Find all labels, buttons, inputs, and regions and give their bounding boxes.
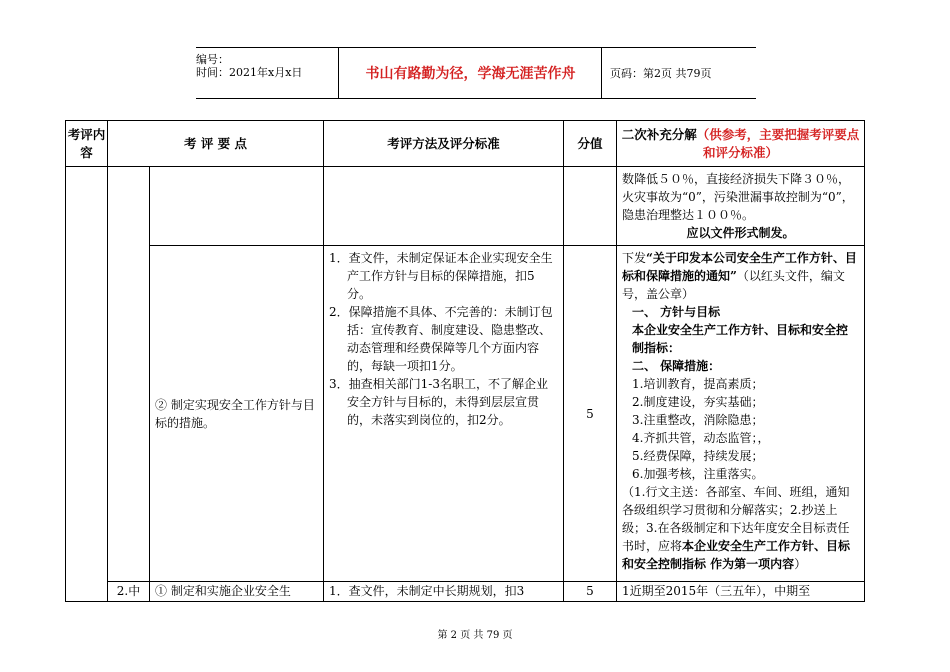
number-label: 编号： [196, 53, 229, 66]
cell-supplement-row3: 1近期至2015年（三五年），中期至 [617, 582, 865, 602]
supplement-header-note: （供参考，主要把握考评要点和评分标准） [696, 126, 860, 160]
cell-point-row3: ① 制定和实施企业安全生 [150, 582, 324, 602]
supplement-bold: 应以文件形式制发。 [686, 226, 795, 240]
motto: 书山有路勤为径，学海无涯苦作舟 [340, 48, 602, 98]
cell-score-row3: 5 [564, 582, 617, 602]
method-list [329, 249, 558, 429]
time-label: 时间：2021年x月x日 [196, 66, 303, 79]
cell-point-measures: ② 制定实现安全工作方针与目标的措施。 [150, 246, 324, 582]
col-header-content: 考评内容 [66, 121, 108, 167]
note-b: 本企业安全生产工作方针、目标和安全控制指标 作为第一项内容 [622, 539, 851, 571]
cell-supplement-row1 [617, 167, 865, 246]
page-label: 页码：第2页 共79页 [610, 67, 712, 80]
method-item: 1．查文件，未制定保证本企业实现安全生产工作方针与目标的保障措施，扣5分。 [329, 251, 553, 301]
table-row [66, 167, 865, 246]
note-a: （1.行文主送：各部室、车间、班组，通知各级组织学习贯彻和分解落实；2.抄送上级；3.在各级制定和下达年度安全目标责任书时，应将 [622, 485, 850, 553]
cell-score-measures: 5 [564, 246, 617, 582]
header-meta [196, 48, 339, 98]
measure-item: 2.制度建设，夯实基础； [632, 395, 764, 409]
cell-sub-empty [108, 167, 150, 582]
table-header-row [66, 121, 865, 167]
measure-item: 4.齐抓共管，动态监管；， [632, 431, 770, 445]
supp-heading-1-text: 本企业安全生产工作方针、目标和安全控制指标： [632, 323, 849, 355]
page-header [196, 47, 756, 99]
col-header-supplement [617, 121, 865, 167]
cell-point-empty [150, 167, 324, 246]
supplement-text: 数降低５０％，直接经济损失下降３０％，火灾事故为“0”，污染泄漏事故控制为“0”，隐患治理整达１００％。 [622, 172, 854, 222]
evaluation-table [65, 120, 865, 602]
measure-item: 3.注重整改，消除隐患； [632, 413, 764, 427]
supp-intro-c: （以红头文件，编文号，盖公章） [622, 269, 845, 301]
supp-intro-a: 下发 [622, 251, 647, 265]
col-header-score: 分值 [564, 121, 617, 167]
cell-score-empty [564, 167, 617, 246]
measure-item: 6.加强考核，注重落实。 [632, 467, 764, 481]
cell-method-row3: 1．查文件，未制定中长期规划，扣3 [324, 582, 564, 602]
method-item: 3．抽查相关部门1-3名职工，不了解企业安全方针与目标的，未得到层层宣贯的，未落实到岗位的，扣2分。 [329, 377, 548, 427]
col-header-method: 考评方法及评分标准 [324, 121, 564, 167]
supp-intro-b: “关于印发本公司安全生产工作方针、目标和保障措施的通知” [622, 251, 857, 283]
page-footer: 第 2 页 共 79 页 [437, 630, 513, 641]
measure-item: 5.经费保障，持续发展； [632, 449, 764, 463]
note-c: ） [794, 557, 807, 571]
cell-sub-label: 2.中 [108, 582, 150, 602]
table-row [66, 246, 865, 582]
supp-heading-2: 二、 保障措施： [632, 359, 721, 373]
cell-content-empty [66, 167, 108, 602]
measure-item: 1.培训教育，提高素质； [632, 377, 764, 391]
cell-method-measures [324, 246, 564, 582]
method-item: 2．保障措施不具体、不完善的：未制订包括：宣传教育、制度建设、隐患整改、动态管理和经费保障等几个方面内容的，每缺一项扣1分。 [329, 305, 553, 373]
cell-method-empty [324, 167, 564, 246]
table-row [66, 582, 865, 602]
col-header-points: 考 评 要 点 [108, 121, 324, 167]
supplement-header-main: 二次补充分解 [621, 126, 697, 142]
supp-heading-1: 一、 方针与目标 [632, 305, 721, 319]
cell-supplement-measures [617, 246, 865, 582]
